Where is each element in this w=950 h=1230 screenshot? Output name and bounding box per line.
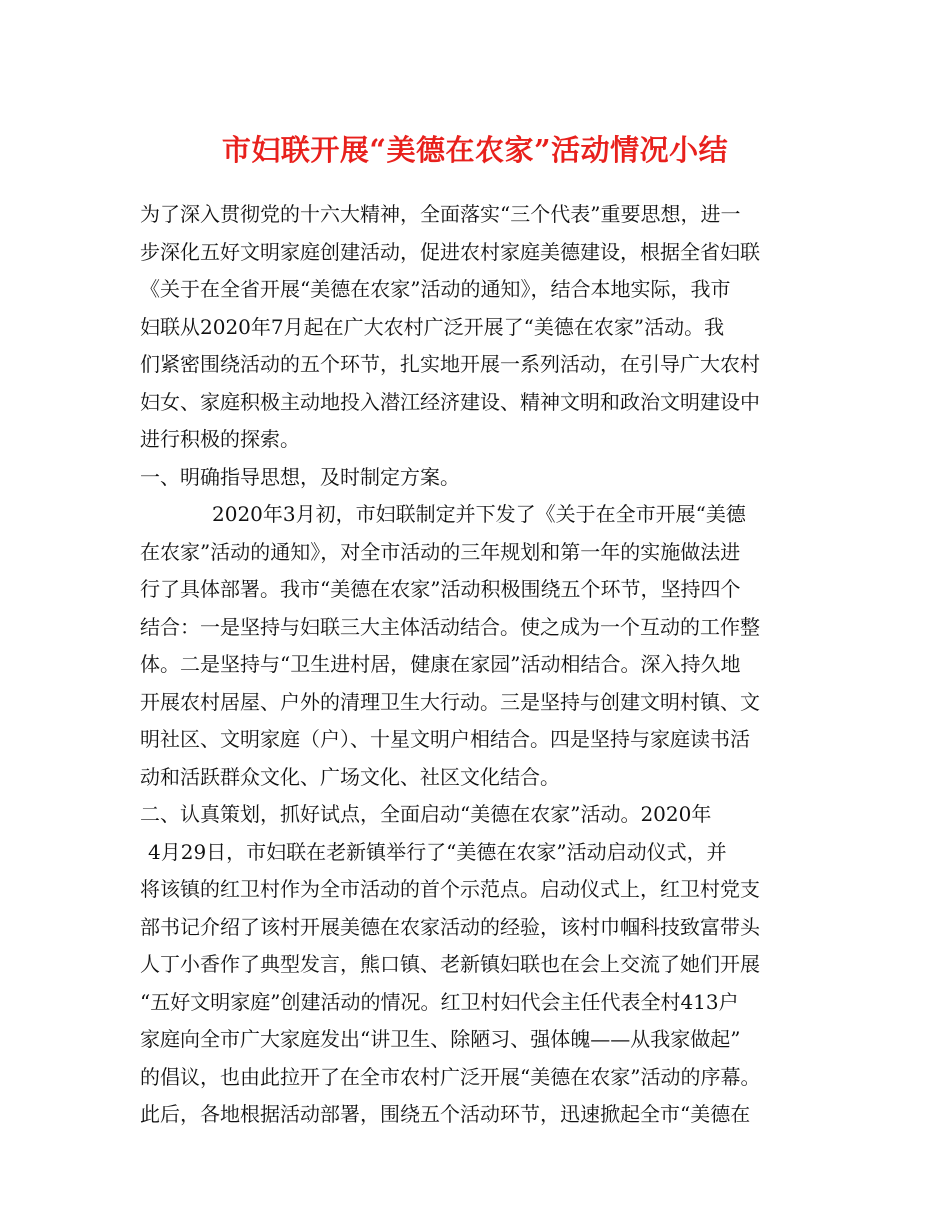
body-line: 结合：一是坚持与妇联三大主体活动结合。使之成为一个互动的工作整 bbox=[140, 614, 760, 639]
body-line: 开展农村居屋、户外的清理卫生大行动。三是坚持与创建文明村镇、文 bbox=[140, 689, 760, 714]
body-line: “五好文明家庭”创建活动的情况。红卫村妇代会主任代表全村413户 bbox=[140, 989, 739, 1014]
body-line: 明社区、文明家庭（户）、十星文明户相结合。四是坚持与家庭读书活 bbox=[140, 727, 750, 751]
body-line: 家庭向全市广大家庭发出“讲卫生、除陋习、强体魄——从我家做起” bbox=[140, 1027, 741, 1051]
section-heading: 二、认真策划，抓好试点，全面启动“美德在农家”活动。2020年 bbox=[140, 802, 712, 826]
body-line: 的倡议，也由此拉开了在全市农村广泛开展“美德在农家”活动的序幕。 bbox=[140, 1064, 761, 1089]
body-line: 行了具体部署。我市“美德在农家”活动积极围绕五个环节，坚持四个 bbox=[140, 577, 741, 601]
body-line: 为了深入贯彻党的十六大精神，全面落实“三个代表”重要思想，进一 bbox=[140, 202, 741, 226]
body-line: 2020年3月初，市妇联制定并下发了《关于在全市开展“美德 bbox=[212, 502, 746, 526]
body-line: 人丁小香作了典型发言，熊口镇、老新镇妇联也在会上交流了她们开展 bbox=[140, 952, 760, 976]
body-line: 妇联从2020年7月起在广大农村广泛开展了“美德在农家”活动。我 bbox=[140, 314, 725, 339]
body-line: 在农家”活动的通知》，对全市活动的三年规划和第一年的实施做法进 bbox=[140, 539, 741, 564]
body-line: 此后，各地根据活动部署，围绕五个活动环节，迅速掀起全市“美德在 bbox=[140, 1102, 751, 1126]
body-line: 步深化五好文明家庭创建活动，促进农村家庭美德建设，根据全省妇联 bbox=[140, 239, 760, 264]
body-line: 们紧密围绕活动的五个环节，扎实地开展一系列活动，在引导广大农村 bbox=[140, 352, 760, 376]
document-title: 市妇联开展“美德在农家”活动情况小结 bbox=[221, 133, 729, 167]
body-line: 部书记介绍了该村开展美德在农家活动的经验，该村巾帼科技致富带头 bbox=[140, 914, 760, 939]
body-line: 4月29日，市妇联在老新镇举行了“美德在农家”活动启动仪式，并 bbox=[148, 839, 727, 864]
body-line: 妇女、家庭积极主动地投入潜江经济建设、精神文明和政治文明建设中 bbox=[140, 389, 760, 414]
body-line: 《关于在全省开展“美德在农家”活动的通知》，结合本地实际，我市 bbox=[140, 277, 731, 301]
body-line: 动和活跃群众文化、广场文化、社区文化结合。 bbox=[140, 764, 560, 789]
body-line: 体。二是坚持与“卫生进村居，健康在家园”活动相结合。深入持久地 bbox=[140, 652, 741, 676]
section-heading: 一、明确指导思想，及时制定方案。 bbox=[140, 464, 460, 489]
document-body bbox=[140, 196, 840, 1134]
body-line: 进行积极的探索。 bbox=[140, 427, 300, 451]
body-line: 将该镇的红卫村作为全市活动的首个示范点。启动仪式上，红卫村党支 bbox=[140, 877, 760, 901]
